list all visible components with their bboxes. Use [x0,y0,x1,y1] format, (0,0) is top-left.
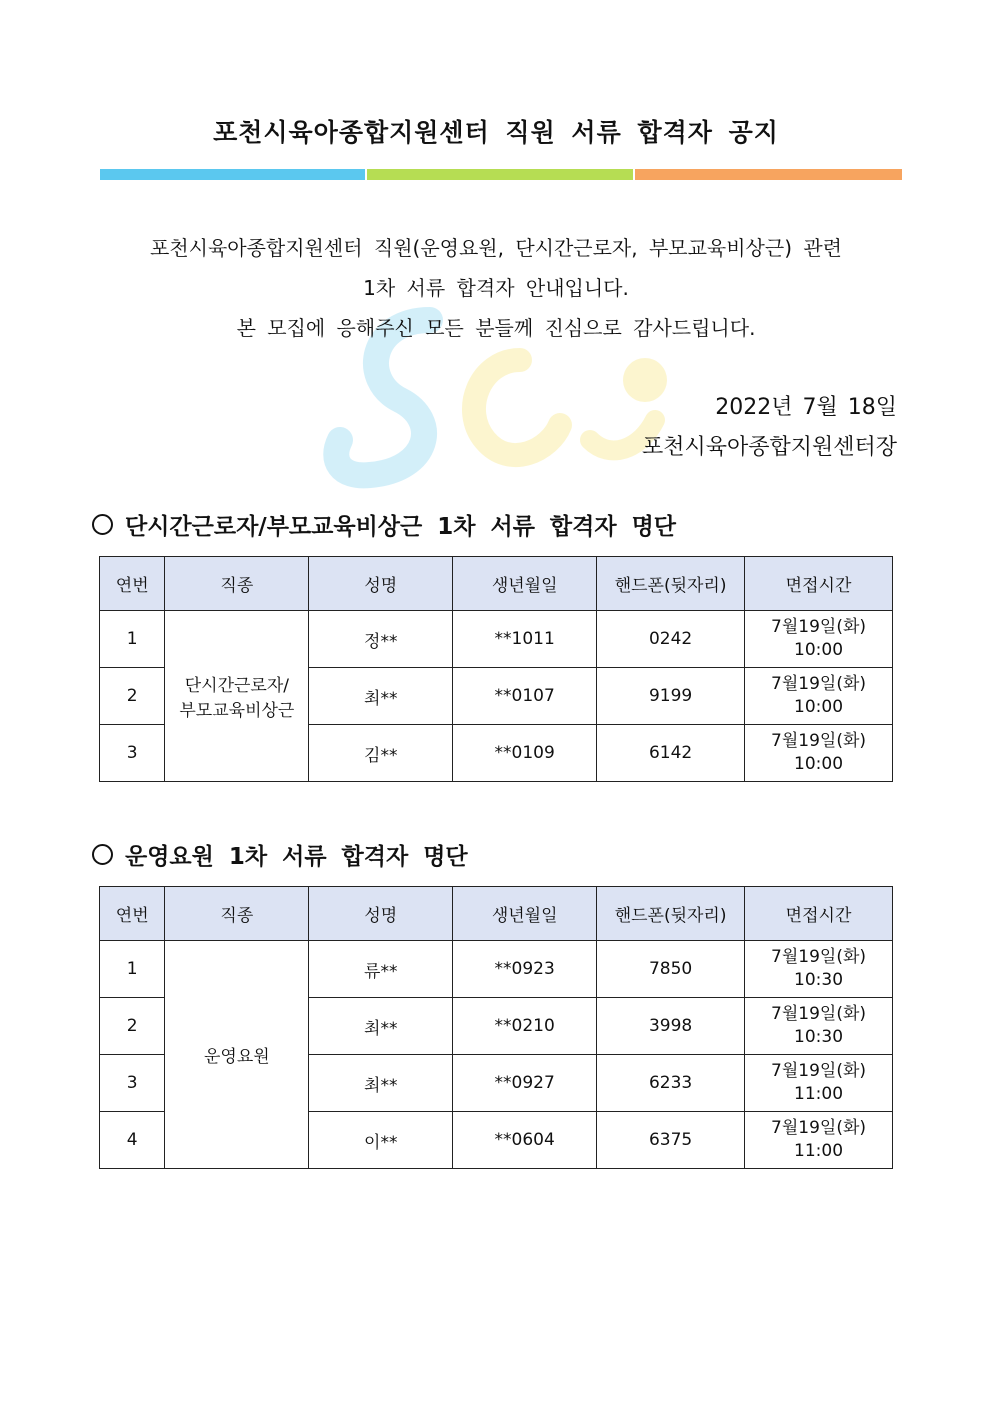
cell-interview-time [745,941,893,998]
cell-no: 3 [100,1055,165,1112]
cell-job [165,611,309,782]
cell-no: 1 [100,611,165,668]
cell-birth: **0923 [453,941,597,998]
intro-line: 포천시육아종합지원센터 직원(운영요원, 단시간근로자, 부모교육비상근) 관련 [150,236,842,260]
notice-date: 2022년 7월 18일 [715,395,897,420]
intro-line: 본 모집에 응해주신 모든 분들께 진심으로 감사드립니다. [236,316,756,340]
cell-interview-time [745,998,893,1055]
cell-birth: **0927 [453,1055,597,1112]
header-name: 성명 [309,557,453,611]
cell-birth: **0107 [453,668,597,725]
header-no: 연번 [100,887,165,941]
cell-phone: 9199 [597,668,745,725]
cell-job [165,941,309,1169]
cell-interview-time [745,1055,893,1112]
table-header-row [100,887,893,941]
interview-hour: 10:00 [794,640,844,660]
interview-date: 7월19일(화) [771,1004,867,1024]
cell-no: 4 [100,1112,165,1169]
cell-name: 이** [309,1112,453,1169]
header-no: 연번 [100,557,165,611]
cell-name: 류** [309,941,453,998]
interview-hour: 11:00 [794,1141,844,1161]
intro-line: 1차 서류 합격자 안내입니다. [363,276,629,300]
cell-phone: 0242 [597,611,745,668]
notice-date-block [642,388,897,468]
interview-hour: 10:30 [794,970,844,990]
interview-date: 7월19일(화) [771,1061,867,1081]
table-row [100,941,893,998]
cell-no: 2 [100,998,165,1055]
interview-date: 7월19일(화) [771,731,867,751]
section-title-text: 운영요원 1차 서류 합격자 명단 [125,844,468,870]
cell-name: 최** [309,1055,453,1112]
cell-name: 정** [309,611,453,668]
header-name: 성명 [309,887,453,941]
interview-hour: 10:00 [794,697,844,717]
cell-phone: 3998 [597,998,745,1055]
cell-no: 1 [100,941,165,998]
table-row [100,611,893,668]
header-phone: 핸드폰(뒷자리) [597,557,745,611]
cell-name: 최** [309,998,453,1055]
interview-hour: 10:00 [794,754,844,774]
cell-no: 2 [100,668,165,725]
color-bar-green [367,169,633,180]
cell-phone: 6142 [597,725,745,782]
cell-name: 김** [309,725,453,782]
section-title-text: 단시간근로자/부모교육비상근 1차 서류 합격자 명단 [125,514,677,540]
cell-interview-time [745,611,893,668]
interview-date: 7월19일(화) [771,947,867,967]
header-birth: 생년월일 [453,557,597,611]
cell-birth: **0604 [453,1112,597,1169]
circle-bullet-icon [92,514,113,535]
cell-phone: 6233 [597,1055,745,1112]
section-title-operations [92,838,468,871]
color-bar-blue [100,169,365,180]
color-bar-orange [635,169,902,180]
header-job: 직종 [165,557,309,611]
header-phone: 핸드폰(뒷자리) [597,887,745,941]
cell-name: 최** [309,668,453,725]
cell-no: 3 [100,725,165,782]
table-operations [99,886,893,1169]
job-line: 운영요원 [204,1047,270,1067]
cell-birth: **0109 [453,725,597,782]
header-birth: 생년월일 [453,887,597,941]
interview-date: 7월19일(화) [771,617,867,637]
circle-bullet-icon [92,844,113,865]
interview-date: 7월19일(화) [771,1118,867,1138]
cell-interview-time [745,1112,893,1169]
header-job: 직종 [165,887,309,941]
table-part-time [99,556,893,782]
cell-interview-time [745,668,893,725]
cell-birth: **0210 [453,998,597,1055]
header-interview-time: 면접시간 [745,557,893,611]
cell-phone: 7850 [597,941,745,998]
cell-interview-time [745,725,893,782]
job-line: 부모교육비상근 [179,701,295,721]
cell-phone: 6375 [597,1112,745,1169]
intro-text [0,228,992,348]
cell-birth: **1011 [453,611,597,668]
signature: 포천시육아종합지원센터장 [641,435,897,460]
interview-hour: 10:30 [794,1027,844,1047]
table-header-row [100,557,893,611]
page-title: 포천시육아종합지원센터 직원 서류 합격자 공지 [213,118,779,147]
job-line: 단시간근로자/ [184,676,289,696]
interview-date: 7월19일(화) [771,674,867,694]
section-title-part-time [92,508,676,541]
interview-hour: 11:00 [794,1084,844,1104]
header-interview-time: 면접시간 [745,887,893,941]
